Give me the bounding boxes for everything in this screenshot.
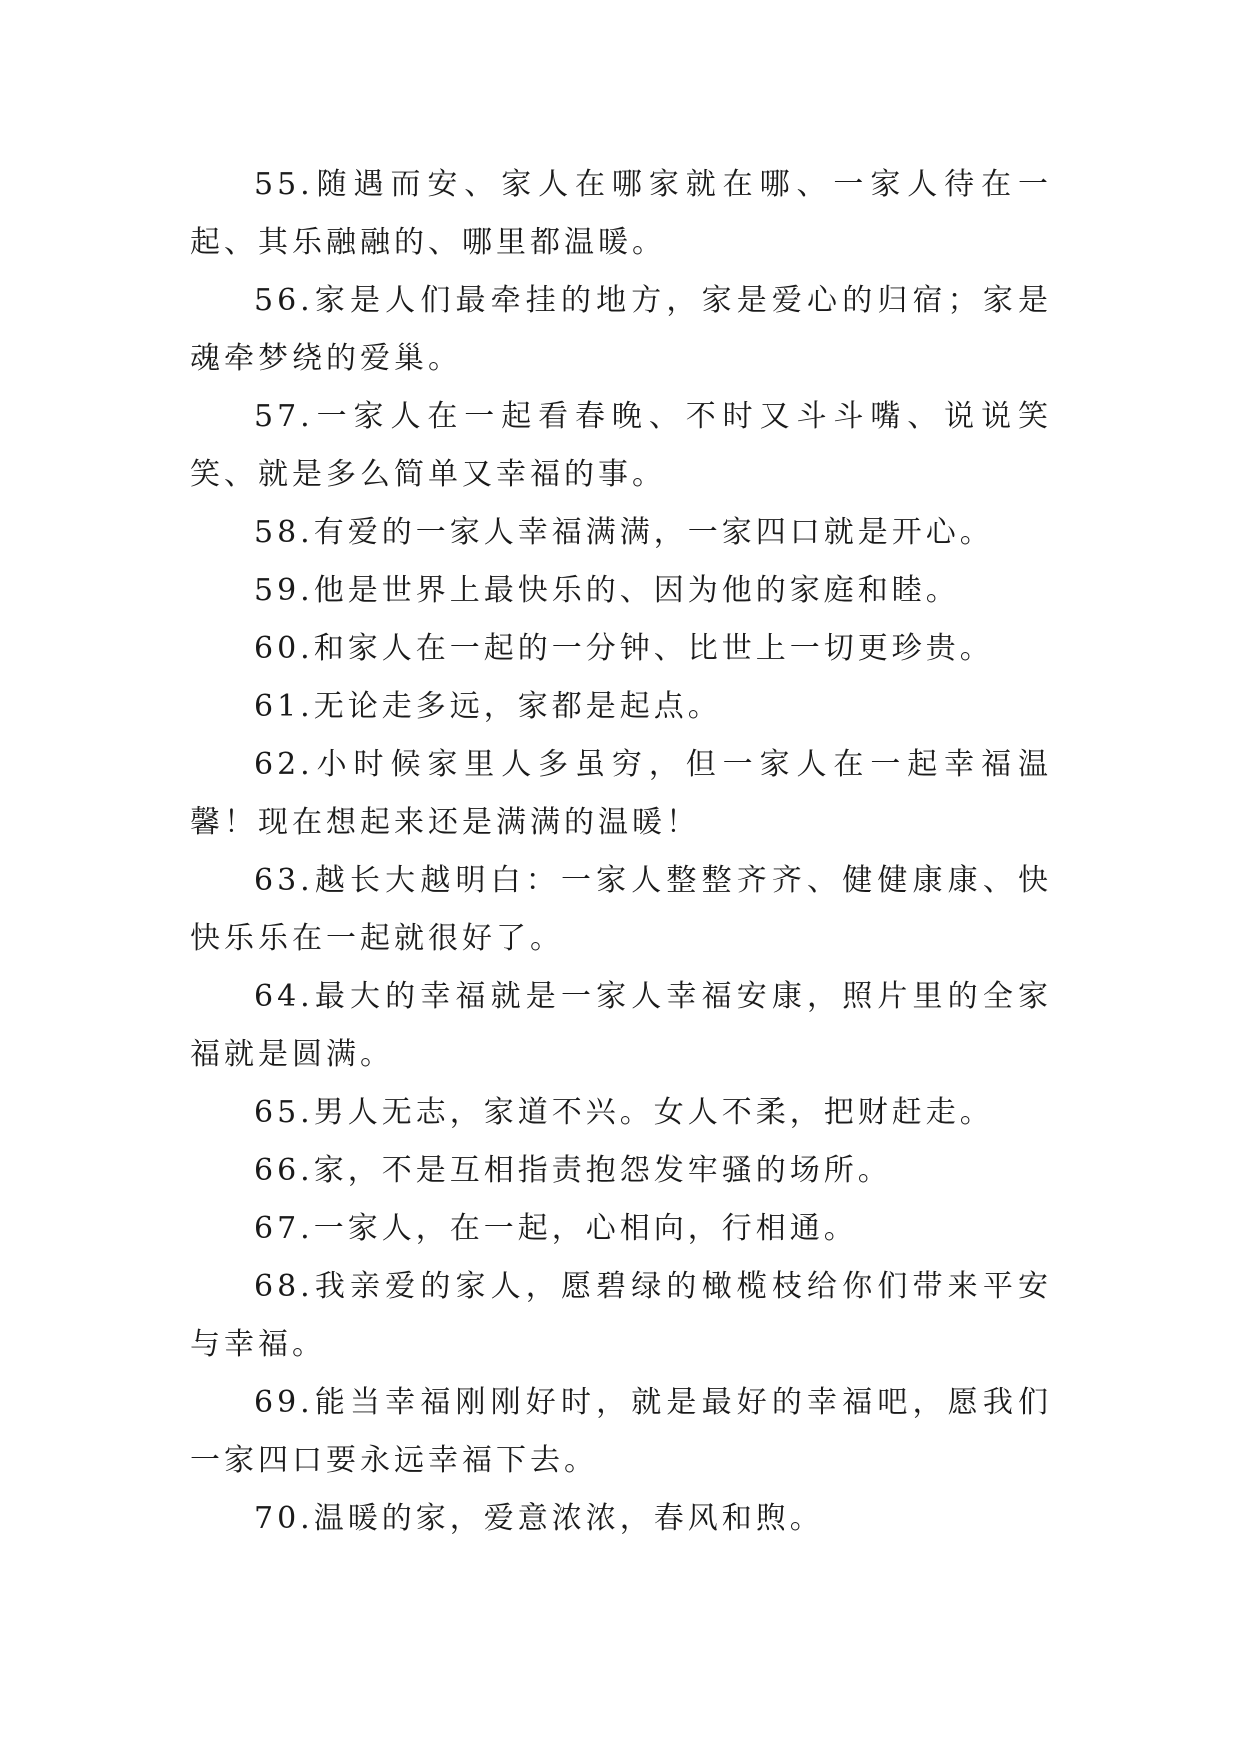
paragraph-57: 57.一家人在一起看春晚、不时又斗斗嘴、说说笑笑、就是多么简单又幸福的事。 bbox=[190, 399, 1052, 492]
paragraph-68: 68.我亲爱的家人，愿碧绿的橄榄枝给你们带来平安与幸福。 bbox=[190, 1269, 1052, 1362]
paragraph-67: 67.一家人，在一起，心相向，行相通。 bbox=[254, 1211, 858, 1246]
paragraph-70: 70.温暖的家，爱意浓浓，春风和煦。 bbox=[254, 1501, 824, 1536]
paragraph-64: 64.最大的幸福就是一家人幸福安康，照片里的全家福就是圆满。 bbox=[190, 979, 1052, 1072]
paragraph-63: 63.越长大越明白：一家人整整齐齐、健健康康、快快乐乐在一起就很好了。 bbox=[190, 863, 1052, 956]
document-body bbox=[190, 156, 1052, 1548]
paragraph-66: 66.家，不是互相指责抱怨发牢骚的场所。 bbox=[254, 1153, 892, 1188]
paragraph-62: 62.小时候家里人多虽穷，但一家人在一起幸福温馨！现在想起来还是满满的温暖！ bbox=[190, 747, 1052, 840]
paragraph-59: 59.他是世界上最快乐的、因为他的家庭和睦。 bbox=[254, 573, 960, 608]
paragraph-58: 58.有爱的一家人幸福满满，一家四口就是开心。 bbox=[254, 515, 994, 550]
paragraph-60: 60.和家人在一起的一分钟、比世上一切更珍贵。 bbox=[254, 631, 994, 666]
paragraph-55: 55.随遇而安、家人在哪家就在哪、一家人待在一起、其乐融融的、哪里都温暖。 bbox=[190, 167, 1052, 260]
paragraph-61: 61.无论走多远，家都是起点。 bbox=[254, 689, 722, 724]
paragraph-69: 69.能当幸福刚刚好时，就是最好的幸福吧，愿我们一家四口要永远幸福下去。 bbox=[190, 1385, 1052, 1478]
paragraph-65: 65.男人无志，家道不兴。女人不柔，把财赶走。 bbox=[254, 1095, 994, 1130]
paragraph-56: 56.家是人们最牵挂的地方，家是爱心的归宿；家是魂牵梦绕的爱巢。 bbox=[190, 283, 1052, 376]
